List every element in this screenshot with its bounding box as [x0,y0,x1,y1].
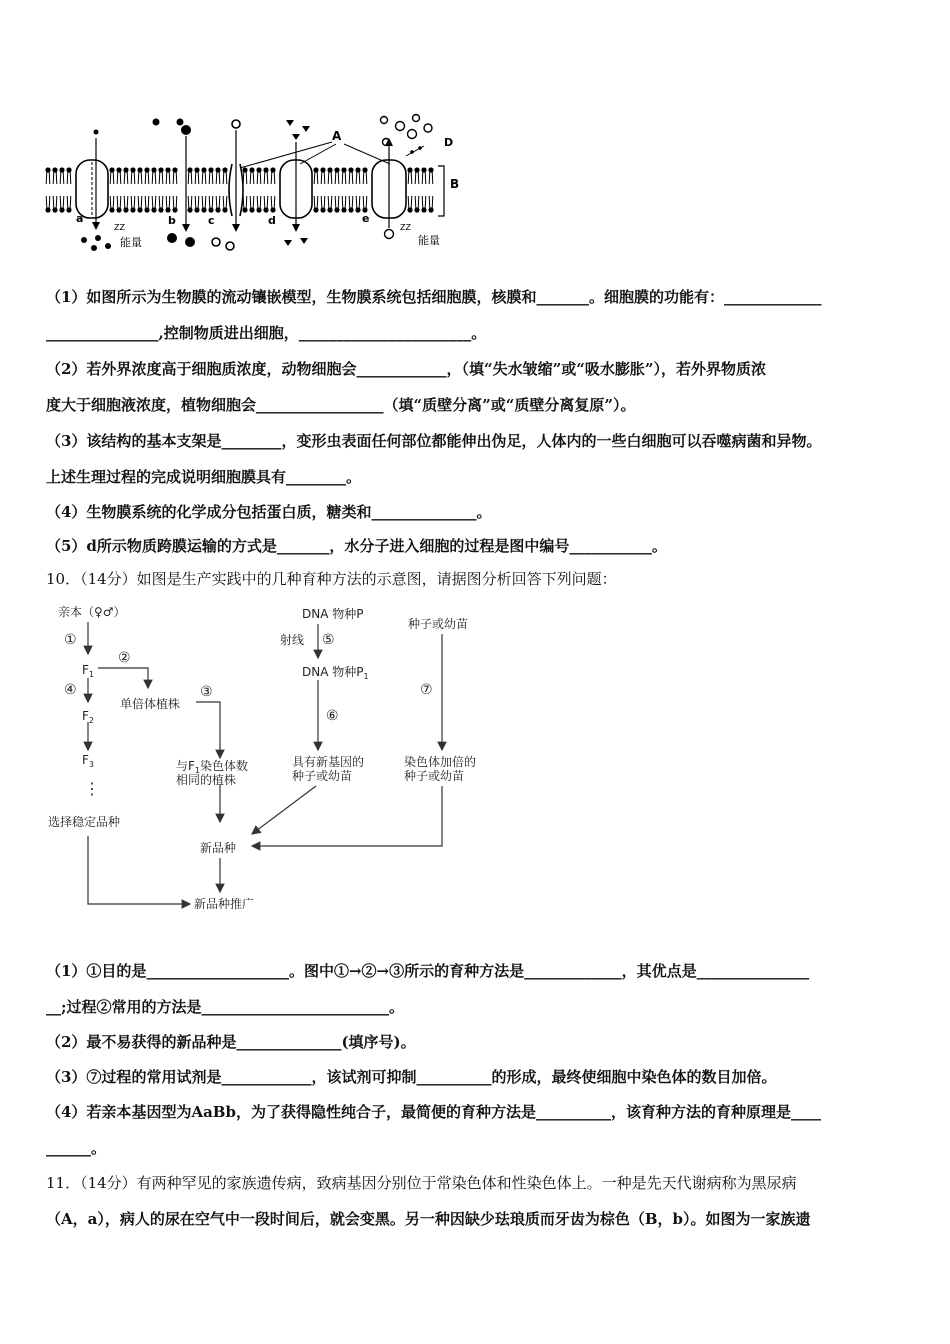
label-b: b [168,214,176,227]
promotion-label: 新品种推广 [194,897,255,911]
label-c: c [208,214,215,227]
membrane-figure [40,112,480,252]
label-A-pointers [240,142,390,168]
energy-label-left: 能量 [120,236,142,249]
doubled-label-2: 种子或幼苗 [404,769,465,783]
rays-label: 射线 [280,633,305,647]
arrow-c [212,120,240,250]
q10-stem: 10．（14分）如图是生产实践中的几种育种方法的示意图，请据图分析回答下列问题： [46,570,617,588]
label-B: B [450,177,460,191]
select-stable-label: 选择稳定品种 [48,815,121,829]
label-d: d [268,214,276,227]
channel-protein-left [76,160,108,218]
same-chromosome-label-2: 相同的植株 [176,773,237,787]
step-1-marker: ① [64,632,77,648]
q10-part4-line1: （4）若亲本基因型为AaBb，为了获得隐性纯合子，最简便的育种方法是__________，该育种方法的育种原理是____ [46,1103,821,1121]
q10-part2: （2）最不易获得的新品种是______________(填序号)。 [46,1033,416,1051]
q11-line2: （A，a），病人的尿在空气中一段时间后，就会变黑。另一种因缺少珐琅质而牙齿为棕色（B，b）。如图为一家族遗 [46,1210,811,1228]
q9-part2-line1: （2）若外界浓度高于细胞质浓度，动物细胞会____________，（填“失水皱缩”或“吸水膨胀”），若外界物质浓 [46,360,766,378]
step-3-marker: ③ [200,684,213,700]
q10-part3: （3）⑦过程的常用试剂是____________，该试剂可抑制__________的形成，最终使细胞中染色体的数目加倍。 [46,1068,777,1086]
f2-label: $F_2$ [82,709,94,725]
q11-line1: 11．（14分）有两种罕见的家族遗传病，致病基因分别位于常染色体和性染色体上。一种是先天代谢病称为黑尿病 [46,1174,797,1192]
energy-label-right: 能量 [418,234,440,247]
q9-part4: （4）生物膜系统的化学成分包括蛋白质，糖类和______________。 [46,503,492,521]
label-e: e [362,212,370,225]
q10-part1-line1: （1）①目的是___________________。图中①→②→③所示的育种方法是_____________，其优点是_______________ [46,962,810,980]
energy-symbol-left: ZZ [114,223,125,232]
step-7-marker: ⑦ [420,682,433,698]
label-a: a [76,212,84,225]
q9-part1-line1: （1）如图所示为生物膜的流动镶嵌模型，生物膜系统包括细胞膜，核膜和_______。细胞膜的功能有：_____________ [46,288,822,306]
dna-species-p1: DNA 物种$P_1$ [302,665,369,681]
step-5-marker: ⑤ [322,632,335,648]
q9-part3-line1: （3）该结构的基本支架是________，变形虫表面任何部位都能伸出伪足，人体内的一些白细胞可以吞噬病菌和异物。 [46,432,822,450]
step-4-marker: ④ [64,682,77,698]
doubled-label-1: 染色体加倍的 [404,755,477,769]
step-6-marker: ⑥ [326,708,339,724]
f1-label: $F_1$ [82,663,94,679]
new-variety-label: 新品种 [200,841,237,855]
label-A: A [332,129,342,143]
q9-part2-line2: 度大于细胞液浓度，植物细胞会_________________（填“质壁分离”或“质壁分离复原”）。 [46,396,636,414]
q10-part4-line2: ______。 [46,1139,107,1157]
q10-part1-line2: __;过程②常用的方法是_________________________。 [46,998,405,1016]
label-D: D [444,136,454,149]
new-gene-label-2: 种子或幼苗 [292,769,353,783]
same-chromosome-label-1: 与$F_1$染色体数 [176,759,249,775]
breeding-diagram [40,598,500,918]
step-2-marker: ② [118,650,131,666]
seed-seedling-label: 种子或幼苗 [408,617,469,631]
dna-species-p: DNA 物种P [302,607,364,621]
q9-part3-line2: 上述生理过程的完成说明细胞膜具有________。 [46,468,362,486]
q9-part1-line2: _______________,控制物质进出细胞，_______________________。 [46,324,487,342]
f3-label: $F_3$ [82,753,94,769]
membrane-bracket [438,166,444,216]
continuation-dots: ⋮ [84,779,100,798]
new-gene-label-1: 具有新基因的 [292,755,365,769]
parents-label: 亲本（♀♂） [58,605,126,619]
energy-symbol-right: ZZ [400,223,411,232]
q9-part5: （5）d所示物质跨膜运输的方式是_______，水分子进入细胞的过程是图中编号___________。 [46,537,667,555]
haploid-label: 单倍体植株 [120,697,181,711]
